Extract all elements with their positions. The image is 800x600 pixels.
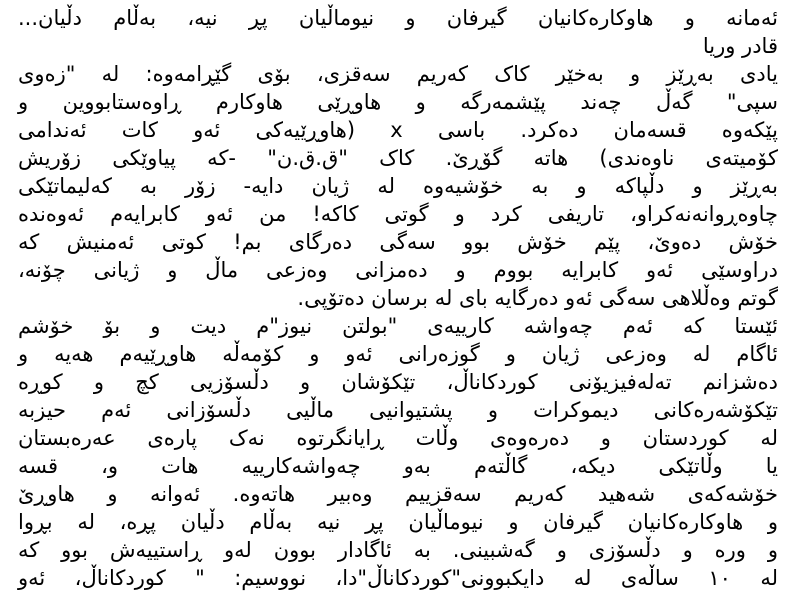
article-line: لە ١٠ ساڵەی لە دایکبوونی"کوردکاناڵ"دا، نووسیم: " کوردکاناڵ، ئەو: [18, 566, 778, 590]
article-line: پێکەوە قسەمان دەکرد. باسی x (هاوڕێیەکی ئەو کات ئەندامی: [18, 118, 778, 142]
article-line: خۆش دەوێ، پێم خۆش بوو سەگی دەرگای بم! کوتی ئەمنیش کە: [18, 230, 778, 254]
article-line: یادی بەڕێز و بەخێر کاک کەریم سەقزی، بۆی گێڕامەوە: لە "زەوی: [18, 62, 778, 86]
article-line: سپی" گەڵ چەند پێشمەرگە و هاوڕێی هاوکارم ڕاوەستابووین و: [18, 90, 778, 114]
article-line: گوتم وەڵلاهی سەگی ئەو دەرگایە بای لە برسان دەتۆپی.: [297, 286, 778, 310]
article-line: کۆمیتەی ناوەندی) هاتە گۆڕێ. کاک "ق.ق.ن" -کە پیاوێکی زۆریش: [18, 146, 778, 170]
article-line: و هاوکارەکانیان گیرفان و نیوماڵیان پڕ نیە بەڵام دڵیان پڕە، لە بڕوا: [18, 510, 778, 534]
article-title: ئەمانە و هاوکارەکانیان گیرفان و نیوماڵیان پڕ نیە، بەڵام دڵیان...: [18, 6, 778, 30]
article-line: چاوەڕوانەنەکراو، تاریفی کرد و گوتی کاکە! من ئەو کابرایەم ئەوەندە: [18, 202, 778, 226]
article-line: دراوسێی ئەو کابرایە بووم و دەمزانی وەزعی ماڵ و ژیانی چۆنە،: [18, 258, 778, 282]
article-line: و ورە و دڵسۆزی و گەشبینی. بە ئاگادار بوون لەو ڕاستییەش بوو کە: [18, 538, 778, 562]
article-line: دەشزانم تەلەفیزیۆنی کوردکاناڵ، تێکۆشان و دڵسۆزیی کچ و کوڕە: [18, 370, 778, 394]
article-author: قادر وریا: [702, 34, 778, 58]
article-line: بەڕێز و دڵپاکە و بە خۆشیەوە لە ژیان دایە- زۆر بە کەلیماتێکی: [18, 174, 778, 198]
article-line: ئاگام لە وەزعی ژیان و گوزەرانی ئەو و کۆمەڵە هاوڕێیەم هەیە و: [18, 342, 778, 366]
article-line: ئێستا کە ئەم چەواشە کارییەی "بولتن نیوز"م دیت و بۆ خۆشم: [18, 314, 778, 338]
article-line: لە کوردستان و دەرەوەی وڵات ڕایانگرتوە نەک پارەی عەرەبستان: [18, 426, 778, 450]
article-line: یا وڵاتێکی دیکە، گاڵتەم بەو چەواشەکارییە هات و، قسە: [18, 454, 778, 478]
article-line: تێکۆشەرەکانی دیموکرات و پشتیوانیی ماڵیی دڵسۆزانی ئەم حیزبە: [18, 398, 778, 422]
article-line: خۆشەکەی شەهید کەریم سەقزییم وەبیر هاتەوە. ئەوانە و هاوڕێ: [18, 482, 778, 506]
